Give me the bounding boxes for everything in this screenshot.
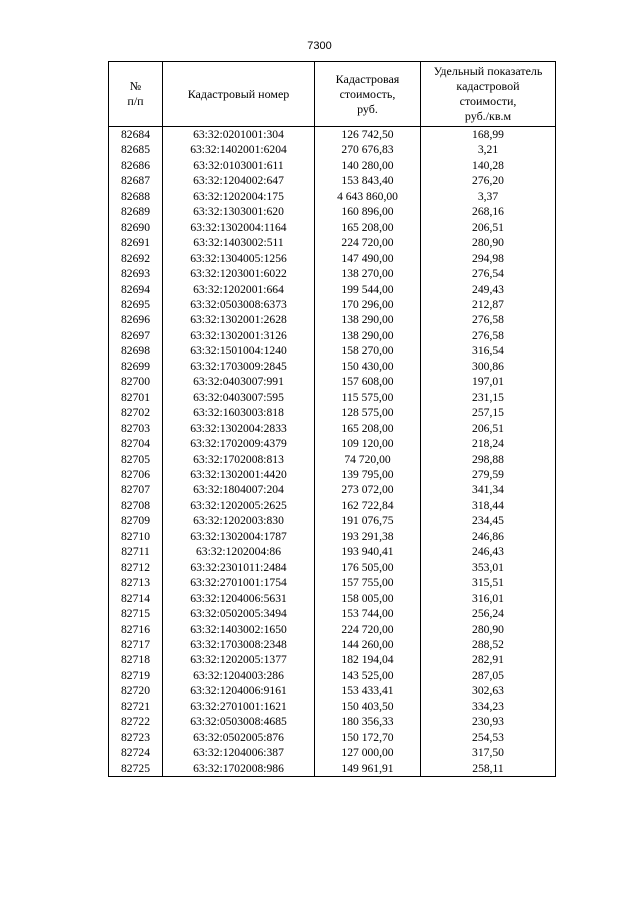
- table-row: [109, 560, 556, 575]
- row-number-cell: 82699: [109, 359, 163, 374]
- header-num-line: №: [129, 79, 142, 93]
- table-row: [109, 575, 556, 590]
- cadastral-value-cell: 153 433,41: [315, 683, 421, 698]
- row-number-cell: 82703: [109, 421, 163, 436]
- row-number-cell: 82716: [109, 622, 163, 637]
- cadastral-number-cell: 63:32:0403007:991: [163, 374, 315, 389]
- table-row: [109, 606, 556, 621]
- cadastral-value-cell: 158 005,00: [315, 591, 421, 606]
- table-row: [109, 390, 556, 405]
- table-row: [109, 189, 556, 204]
- cadastral-value-cell: 138 270,00: [315, 266, 421, 281]
- cadastral-number-cell: 63:32:1403002:1650: [163, 622, 315, 637]
- specific-index-cell: 282,91: [421, 652, 556, 667]
- table-row: [109, 421, 556, 436]
- row-number-cell: 82711: [109, 544, 163, 559]
- specific-index-cell: 280,90: [421, 622, 556, 637]
- row-number-cell: 82723: [109, 730, 163, 745]
- cadastral-number-cell: 63:32:1702009:4379: [163, 436, 315, 451]
- cadastral-value-cell: 170 296,00: [315, 297, 421, 312]
- cadastral-value-cell: 153 843,40: [315, 173, 421, 188]
- table-row: [109, 343, 556, 358]
- cadastral-number-cell: 63:32:1304005:1256: [163, 251, 315, 266]
- specific-index-cell: 246,43: [421, 544, 556, 559]
- table-row: [109, 714, 556, 729]
- specific-index-cell: 279,59: [421, 467, 556, 482]
- row-number-cell: 82704: [109, 436, 163, 451]
- specific-index-cell: 206,51: [421, 421, 556, 436]
- header-cadastral-number: [163, 62, 315, 127]
- cadastral-number-cell: 63:32:1302004:1787: [163, 529, 315, 544]
- cadastral-number-cell: 63:32:1202003:830: [163, 513, 315, 528]
- table-row: [109, 591, 556, 606]
- cadastral-value-cell: 153 744,00: [315, 606, 421, 621]
- row-number-cell: 82684: [109, 127, 163, 143]
- table-row: [109, 652, 556, 667]
- table-row: [109, 482, 556, 497]
- specific-index-cell: 288,52: [421, 637, 556, 652]
- row-number-cell: 82710: [109, 529, 163, 544]
- row-number-cell: 82686: [109, 158, 163, 173]
- header-specific-index-line: руб./кв.м: [464, 109, 512, 123]
- specific-index-cell: 287,05: [421, 668, 556, 683]
- cadastral-number-cell: 63:32:1202005:1377: [163, 652, 315, 667]
- table-header: [109, 62, 556, 127]
- cadastral-number-cell: 63:32:1204006:5631: [163, 591, 315, 606]
- cadastral-value-cell: 162 722,84: [315, 498, 421, 513]
- table-row: [109, 220, 556, 235]
- cadastral-value-cell: 193 291,38: [315, 529, 421, 544]
- row-number-cell: 82722: [109, 714, 163, 729]
- cadastral-number-cell: 63:32:0403007:595: [163, 390, 315, 405]
- cadastral-number-cell: 63:32:0502005:3494: [163, 606, 315, 621]
- specific-index-cell: 280,90: [421, 235, 556, 250]
- cadastral-value-cell: 74 720,00: [315, 452, 421, 467]
- table-row: [109, 730, 556, 745]
- row-number-cell: 82689: [109, 204, 163, 219]
- specific-index-cell: 258,11: [421, 761, 556, 777]
- row-number-cell: 82718: [109, 652, 163, 667]
- row-number-cell: 82720: [109, 683, 163, 698]
- table-row: [109, 405, 556, 420]
- row-number-cell: 82705: [109, 452, 163, 467]
- cadastral-number-cell: 63:32:1202004:86: [163, 544, 315, 559]
- table-row: [109, 204, 556, 219]
- row-number-cell: 82707: [109, 482, 163, 497]
- cadastral-table: [108, 61, 556, 777]
- cadastral-value-cell: 160 896,00: [315, 204, 421, 219]
- cadastral-value-cell: 182 194,04: [315, 652, 421, 667]
- cadastral-number-cell: 63:32:0502005:876: [163, 730, 315, 745]
- table-row: [109, 699, 556, 714]
- specific-index-cell: 168,99: [421, 127, 556, 143]
- specific-index-cell: 353,01: [421, 560, 556, 575]
- cadastral-value-cell: 147 490,00: [315, 251, 421, 266]
- table-row: [109, 266, 556, 281]
- row-number-cell: 82714: [109, 591, 163, 606]
- table-row: [109, 127, 556, 143]
- cadastral-value-cell: 165 208,00: [315, 421, 421, 436]
- row-number-cell: 82702: [109, 405, 163, 420]
- specific-index-cell: 231,15: [421, 390, 556, 405]
- cadastral-number-cell: 63:32:1204006:387: [163, 745, 315, 760]
- cadastral-value-cell: 144 260,00: [315, 637, 421, 652]
- cadastral-value-cell: 270 676,83: [315, 142, 421, 157]
- table-row: [109, 436, 556, 451]
- cadastral-number-cell: 63:32:1204003:286: [163, 668, 315, 683]
- header-specific-index-line: Удельный показатель: [433, 64, 543, 78]
- row-number-cell: 82715: [109, 606, 163, 621]
- cadastral-value-cell: 126 742,50: [315, 127, 421, 143]
- table-row: [109, 745, 556, 760]
- cadastral-number-cell: 63:32:1302004:2833: [163, 421, 315, 436]
- specific-index-cell: 317,50: [421, 745, 556, 760]
- cadastral-value-cell: 109 120,00: [315, 436, 421, 451]
- cadastral-number-cell: 63:32:1603003:818: [163, 405, 315, 420]
- specific-index-cell: 315,51: [421, 575, 556, 590]
- table-row: [109, 513, 556, 528]
- row-number-cell: 82700: [109, 374, 163, 389]
- specific-index-cell: 140,28: [421, 158, 556, 173]
- header-cadastral-value-line: руб.: [357, 101, 378, 116]
- specific-index-cell: 302,63: [421, 683, 556, 698]
- cadastral-value-cell: 158 270,00: [315, 343, 421, 358]
- row-number-cell: 82701: [109, 390, 163, 405]
- cadastral-value-cell: 4 643 860,00: [315, 189, 421, 204]
- cadastral-number-cell: 63:32:2701001:1621: [163, 699, 315, 714]
- cadastral-value-cell: 176 505,00: [315, 560, 421, 575]
- row-number-cell: 82719: [109, 668, 163, 683]
- header-specific-index-line: стоимости,: [459, 94, 517, 108]
- table-row: [109, 761, 556, 777]
- specific-index-cell: 276,20: [421, 173, 556, 188]
- cadastral-value-cell: 150 430,00: [315, 359, 421, 374]
- cadastral-number-cell: 63:32:1402001:6204: [163, 142, 315, 157]
- table-row: [109, 251, 556, 266]
- specific-index-cell: 298,88: [421, 452, 556, 467]
- specific-index-cell: 218,24: [421, 436, 556, 451]
- row-number-cell: 82696: [109, 312, 163, 327]
- page-number: 7300: [307, 40, 332, 52]
- table-row: [109, 328, 556, 343]
- row-number-cell: 82698: [109, 343, 163, 358]
- cadastral-value-cell: 150 403,50: [315, 699, 421, 714]
- row-number-cell: 82725: [109, 761, 163, 777]
- table-row: [109, 544, 556, 559]
- specific-index-cell: 257,15: [421, 405, 556, 420]
- table-row: [109, 312, 556, 327]
- specific-index-cell: 318,44: [421, 498, 556, 513]
- table-row: [109, 529, 556, 544]
- cadastral-number-cell: 63:32:1204006:9161: [163, 683, 315, 698]
- specific-index-cell: 249,43: [421, 282, 556, 297]
- specific-index-cell: 316,01: [421, 591, 556, 606]
- cadastral-value-cell: 143 525,00: [315, 668, 421, 683]
- specific-index-cell: 254,53: [421, 730, 556, 745]
- row-number-cell: 82688: [109, 189, 163, 204]
- specific-index-cell: 206,51: [421, 220, 556, 235]
- table-row: [109, 683, 556, 698]
- cadastral-value-cell: 165 208,00: [315, 220, 421, 235]
- cadastral-value-cell: 138 290,00: [315, 328, 421, 343]
- specific-index-cell: 3,21: [421, 142, 556, 157]
- specific-index-cell: 334,23: [421, 699, 556, 714]
- specific-index-cell: 3,37: [421, 189, 556, 204]
- cadastral-number-cell: 63:32:1703008:2348: [163, 637, 315, 652]
- cadastral-number-cell: 63:32:1302001:4420: [163, 467, 315, 482]
- cadastral-value-cell: 273 072,00: [315, 482, 421, 497]
- row-number-cell: 82691: [109, 235, 163, 250]
- row-number-cell: 82697: [109, 328, 163, 343]
- cadastral-number-cell: 63:32:1204002:647: [163, 173, 315, 188]
- table-row: [109, 622, 556, 637]
- specific-index-cell: 341,34: [421, 482, 556, 497]
- specific-index-cell: 300,86: [421, 359, 556, 374]
- specific-index-cell: 276,58: [421, 328, 556, 343]
- table-row: [109, 173, 556, 188]
- table-row: [109, 467, 556, 482]
- table-row: [109, 498, 556, 513]
- cadastral-number-cell: 63:32:1203001:6022: [163, 266, 315, 281]
- row-number-cell: 82721: [109, 699, 163, 714]
- row-number-cell: 82690: [109, 220, 163, 235]
- header-cadastral-number-label: Кадастровый номер: [187, 86, 290, 101]
- cadastral-number-cell: 63:32:1501004:1240: [163, 343, 315, 358]
- specific-index-cell: 268,16: [421, 204, 556, 219]
- cadastral-number-cell: 63:32:0503008:6373: [163, 297, 315, 312]
- table-body: [109, 127, 556, 777]
- table-row: [109, 452, 556, 467]
- specific-index-cell: 234,45: [421, 513, 556, 528]
- specific-index-cell: 316,54: [421, 343, 556, 358]
- table-row: [109, 359, 556, 374]
- cadastral-value-cell: 115 575,00: [315, 390, 421, 405]
- cadastral-value-cell: 224 720,00: [315, 235, 421, 250]
- cadastral-value-cell: 150 172,70: [315, 730, 421, 745]
- cadastral-number-cell: 63:32:0201001:304: [163, 127, 315, 143]
- cadastral-number-cell: 63:32:1303001:620: [163, 204, 315, 219]
- header-cadastral-value: [315, 62, 421, 127]
- row-number-cell: 82713: [109, 575, 163, 590]
- cadastral-number-cell: 63:32:1703009:2845: [163, 359, 315, 374]
- table-row: [109, 158, 556, 173]
- cadastral-value-cell: 127 000,00: [315, 745, 421, 760]
- row-number-cell: 82708: [109, 498, 163, 513]
- row-number-cell: 82695: [109, 297, 163, 312]
- cadastral-number-cell: 63:32:2301011:2484: [163, 560, 315, 575]
- cadastral-number-cell: 63:32:1403002:511: [163, 235, 315, 250]
- cadastral-value-cell: 140 280,00: [315, 158, 421, 173]
- cadastral-value-cell: 157 608,00: [315, 374, 421, 389]
- row-number-cell: 82687: [109, 173, 163, 188]
- table-row: [109, 668, 556, 683]
- row-number-cell: 82706: [109, 467, 163, 482]
- cadastral-number-cell: 63:32:1702008:986: [163, 761, 315, 777]
- specific-index-cell: 276,54: [421, 266, 556, 281]
- table-row: [109, 374, 556, 389]
- cadastral-value-cell: 157 755,00: [315, 575, 421, 590]
- row-number-cell: 82724: [109, 745, 163, 760]
- specific-index-cell: 212,87: [421, 297, 556, 312]
- row-number-cell: 82685: [109, 142, 163, 157]
- table-row: [109, 142, 556, 157]
- cadastral-value-cell: 128 575,00: [315, 405, 421, 420]
- table-row: [109, 637, 556, 652]
- cadastral-value-cell: 193 940,41: [315, 544, 421, 559]
- row-number-cell: 82693: [109, 266, 163, 281]
- header-num-line: п/п: [127, 94, 144, 108]
- specific-index-cell: 197,01: [421, 374, 556, 389]
- cadastral-value-cell: 138 290,00: [315, 312, 421, 327]
- cadastral-number-cell: 63:32:0503008:4685: [163, 714, 315, 729]
- row-number-cell: 82717: [109, 637, 163, 652]
- cadastral-number-cell: 63:32:1202001:664: [163, 282, 315, 297]
- specific-index-cell: 230,93: [421, 714, 556, 729]
- table-row: [109, 235, 556, 250]
- specific-index-cell: 246,86: [421, 529, 556, 544]
- cadastral-value-cell: 139 795,00: [315, 467, 421, 482]
- cadastral-number-cell: 63:32:1702008:813: [163, 452, 315, 467]
- cadastral-number-cell: 63:32:1804007:204: [163, 482, 315, 497]
- cadastral-number-cell: 63:32:1302004:1164: [163, 220, 315, 235]
- cadastral-number-cell: 63:32:1202004:175: [163, 189, 315, 204]
- specific-index-cell: 256,24: [421, 606, 556, 621]
- table-row: [109, 297, 556, 312]
- header-row: [109, 62, 556, 127]
- cadastral-number-cell: 63:32:1202005:2625: [163, 498, 315, 513]
- header-specific-index: [421, 62, 556, 127]
- table-row: [109, 282, 556, 297]
- header-num: [109, 62, 163, 127]
- row-number-cell: 82712: [109, 560, 163, 575]
- cadastral-value-cell: 180 356,33: [315, 714, 421, 729]
- cadastral-number-cell: 63:32:1302001:2628: [163, 312, 315, 327]
- specific-index-cell: 276,58: [421, 312, 556, 327]
- specific-index-cell: 294,98: [421, 251, 556, 266]
- row-number-cell: 82709: [109, 513, 163, 528]
- cadastral-number-cell: 63:32:2701001:1754: [163, 575, 315, 590]
- header-cadastral-value-line: Кадастровая: [335, 71, 400, 86]
- cadastral-value-cell: 199 544,00: [315, 282, 421, 297]
- cadastral-number-cell: 63:32:1302001:3126: [163, 328, 315, 343]
- cadastral-value-cell: 191 076,75: [315, 513, 421, 528]
- cadastral-value-cell: 224 720,00: [315, 622, 421, 637]
- row-number-cell: 82694: [109, 282, 163, 297]
- header-specific-index-line: кадастровой: [456, 79, 520, 93]
- cadastral-number-cell: 63:32:0103001:611: [163, 158, 315, 173]
- cadastral-value-cell: 149 961,91: [315, 761, 421, 777]
- header-cadastral-value-line: стоимость,: [339, 86, 396, 101]
- row-number-cell: 82692: [109, 251, 163, 266]
